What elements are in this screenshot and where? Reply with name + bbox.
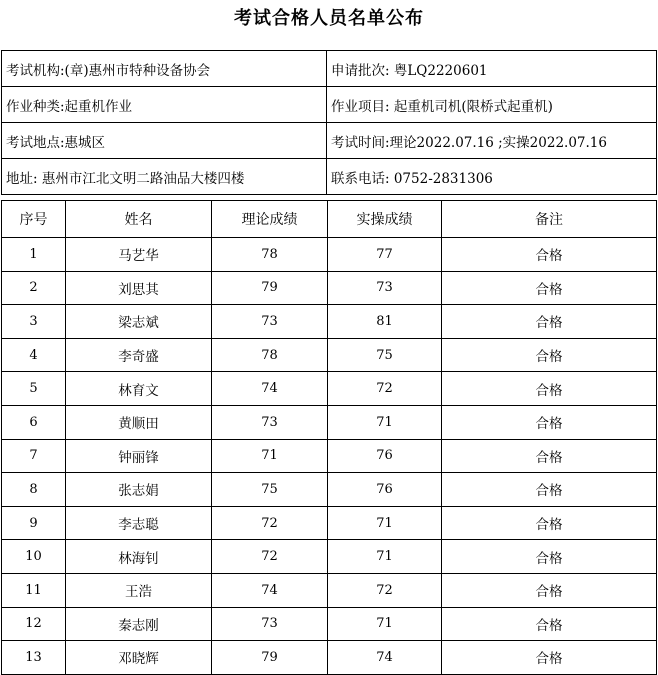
row-remark: 合格	[442, 238, 657, 272]
info-row	[2, 123, 657, 159]
row-name: 刘思其	[66, 271, 212, 305]
row-name: 李志聪	[66, 506, 212, 540]
row-practical-score: 76	[328, 473, 442, 507]
row-practical-score: 71	[328, 607, 442, 641]
header-name: 姓名	[66, 201, 212, 238]
header-remark: 备注	[442, 201, 657, 238]
row-theory-score: 71	[212, 439, 328, 473]
row-index: 6	[2, 405, 66, 439]
page-title: 考试合格人员名单公布	[234, 8, 424, 29]
table-row	[2, 238, 657, 272]
row-practical-score: 71	[328, 506, 442, 540]
row-index: 1	[2, 238, 66, 272]
row-index: 8	[2, 473, 66, 507]
row-name: 林海钊	[66, 540, 212, 574]
info-row	[2, 51, 657, 87]
application-batch: 申请批次: 粤LQ2220601	[327, 51, 657, 87]
row-remark: 合格	[442, 271, 657, 305]
table-row	[2, 271, 657, 305]
job-item: 作业项目: 起重机司机(限桥式起重机)	[327, 87, 657, 123]
row-name: 秦志刚	[66, 607, 212, 641]
row-index: 10	[2, 540, 66, 574]
row-index: 9	[2, 506, 66, 540]
table-row	[2, 338, 657, 372]
row-theory-score: 75	[212, 473, 328, 507]
row-theory-score: 73	[212, 607, 328, 641]
row-name: 邓晓辉	[66, 641, 212, 675]
row-name: 梁志斌	[66, 305, 212, 339]
row-name: 林育文	[66, 372, 212, 406]
row-name: 马艺华	[66, 238, 212, 272]
row-remark: 合格	[442, 540, 657, 574]
exam-time: 考试时间:理论2022.07.16 ;实操2022.07.16	[327, 123, 657, 159]
row-index: 5	[2, 372, 66, 406]
row-practical-score: 75	[328, 338, 442, 372]
row-index: 3	[2, 305, 66, 339]
row-index: 7	[2, 439, 66, 473]
table-row	[2, 506, 657, 540]
row-name: 钟丽锋	[66, 439, 212, 473]
results-table	[1, 200, 657, 675]
table-row	[2, 439, 657, 473]
address: 地址: 惠州市江北文明二路油品大楼四楼	[2, 159, 327, 195]
job-type: 作业种类:起重机作业	[2, 87, 327, 123]
row-remark: 合格	[442, 506, 657, 540]
header-index: 序号	[2, 201, 66, 238]
row-remark: 合格	[442, 607, 657, 641]
row-theory-score: 74	[212, 372, 328, 406]
row-theory-score: 72	[212, 506, 328, 540]
row-name: 黄顺田	[66, 405, 212, 439]
table-row	[2, 405, 657, 439]
row-remark: 合格	[442, 641, 657, 675]
row-theory-score: 78	[212, 338, 328, 372]
row-practical-score: 76	[328, 439, 442, 473]
row-theory-score: 79	[212, 271, 328, 305]
table-row	[2, 540, 657, 574]
row-remark: 合格	[442, 305, 657, 339]
table-header-row	[2, 201, 657, 238]
row-name: 王浩	[66, 573, 212, 607]
row-remark: 合格	[442, 439, 657, 473]
row-remark: 合格	[442, 405, 657, 439]
row-index: 13	[2, 641, 66, 675]
row-remark: 合格	[442, 473, 657, 507]
table-row	[2, 372, 657, 406]
table-row	[2, 641, 657, 675]
row-practical-score: 71	[328, 540, 442, 574]
row-theory-score: 72	[212, 540, 328, 574]
row-remark: 合格	[442, 372, 657, 406]
row-remark: 合格	[442, 338, 657, 372]
contact-phone: 联系电话: 0752-2831306	[327, 159, 657, 195]
table-row	[2, 305, 657, 339]
info-row	[2, 87, 657, 123]
row-practical-score: 81	[328, 305, 442, 339]
row-practical-score: 72	[328, 372, 442, 406]
row-practical-score: 72	[328, 573, 442, 607]
row-practical-score: 74	[328, 641, 442, 675]
row-index: 2	[2, 271, 66, 305]
table-row	[2, 573, 657, 607]
row-theory-score: 73	[212, 405, 328, 439]
exam-info-table	[1, 50, 657, 195]
table-row	[2, 607, 657, 641]
row-practical-score: 71	[328, 405, 442, 439]
exam-org: 考试机构:(章)惠州市特种设备协会	[2, 51, 327, 87]
header-practical-score: 实操成绩	[328, 201, 442, 238]
row-theory-score: 78	[212, 238, 328, 272]
row-name: 张志娟	[66, 473, 212, 507]
row-practical-score: 73	[328, 271, 442, 305]
row-index: 12	[2, 607, 66, 641]
row-theory-score: 73	[212, 305, 328, 339]
row-theory-score: 74	[212, 573, 328, 607]
row-index: 11	[2, 573, 66, 607]
row-remark: 合格	[442, 573, 657, 607]
info-row	[2, 159, 657, 195]
row-theory-score: 79	[212, 641, 328, 675]
table-row	[2, 473, 657, 507]
row-practical-score: 77	[328, 238, 442, 272]
row-index: 4	[2, 338, 66, 372]
exam-location: 考试地点:惠城区	[2, 123, 327, 159]
row-name: 李奇盛	[66, 338, 212, 372]
header-theory-score: 理论成绩	[212, 201, 328, 238]
